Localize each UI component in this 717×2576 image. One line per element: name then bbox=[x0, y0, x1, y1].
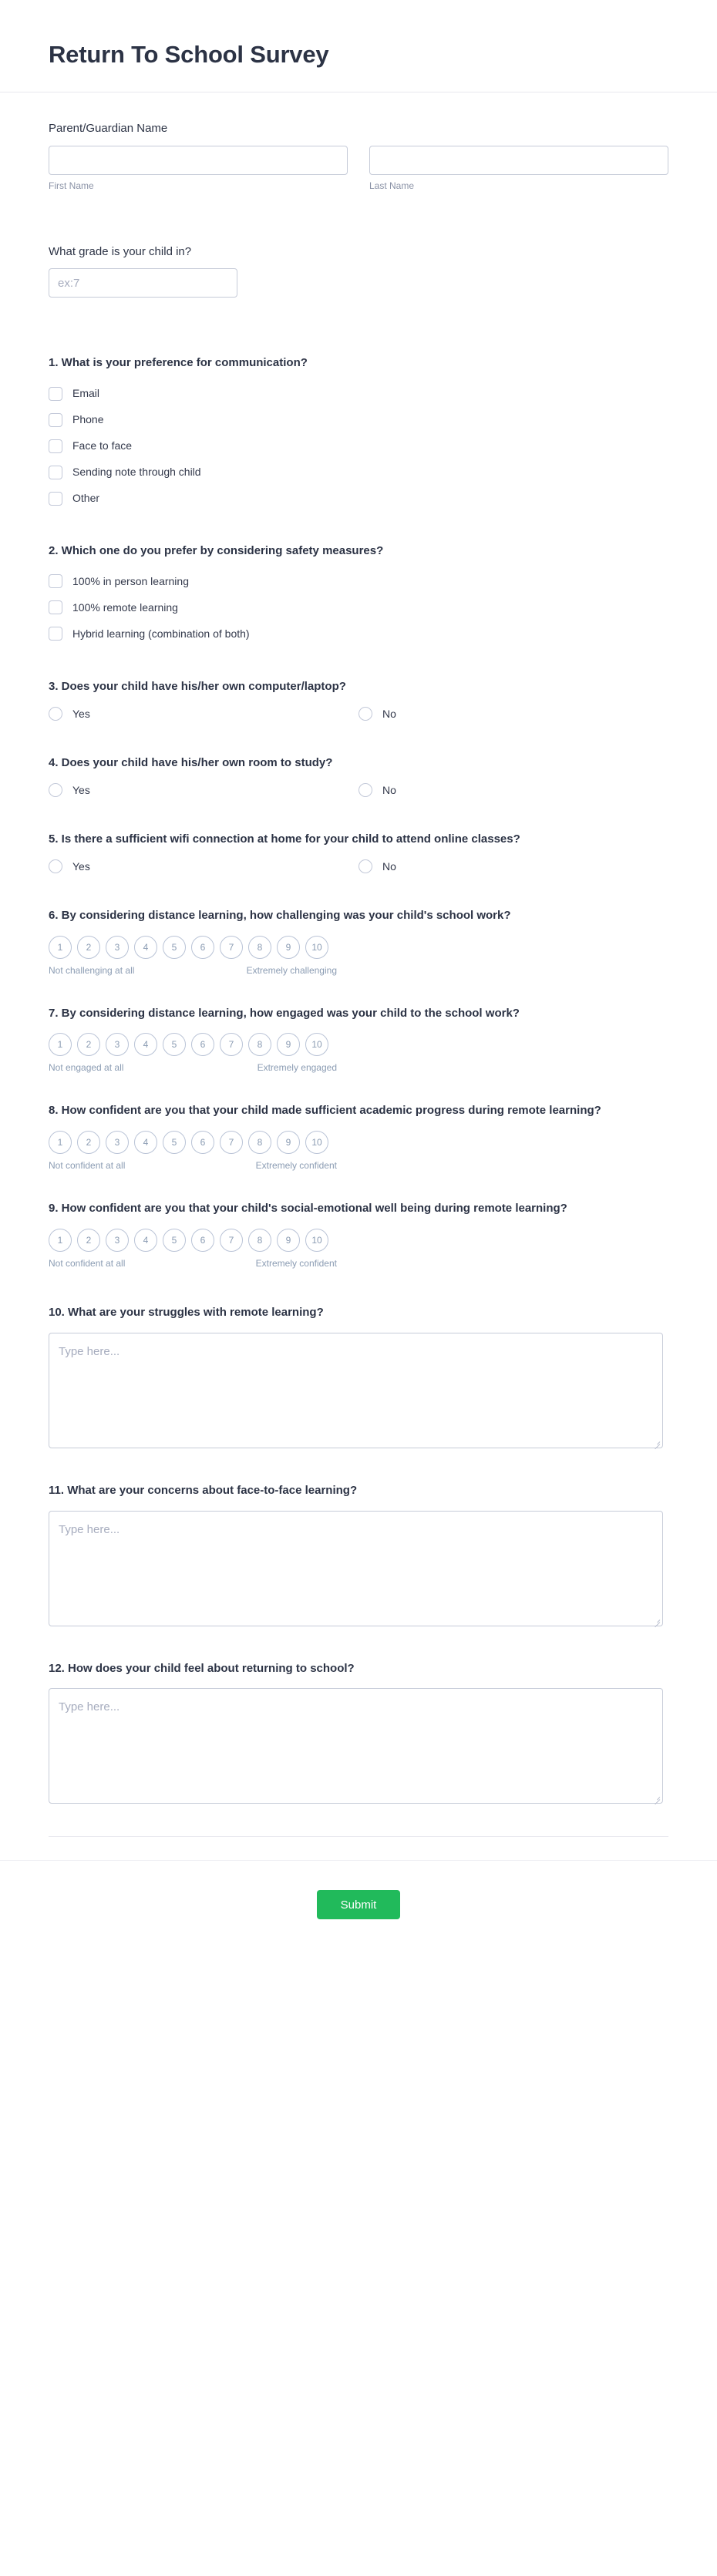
option-label: Yes bbox=[72, 859, 90, 873]
form-header bbox=[0, 0, 717, 92]
option-label: Yes bbox=[72, 783, 90, 796]
page-title: Return To School Survey bbox=[49, 41, 329, 68]
scale-row bbox=[49, 1033, 668, 1056]
scale-high-label: Extremely engaged bbox=[257, 1062, 337, 1074]
scale-option-7[interactable]: 7 bbox=[220, 1229, 243, 1252]
question-10-textarea[interactable] bbox=[49, 1333, 663, 1448]
option-label: Yes bbox=[72, 707, 90, 720]
last-name-column bbox=[369, 146, 668, 193]
scale-option-3[interactable]: 3 bbox=[106, 1229, 129, 1252]
radio-option-no[interactable] bbox=[358, 783, 668, 797]
radio-icon[interactable] bbox=[49, 707, 62, 721]
question-11-title: 11. What are your concerns about face-to-face learning? bbox=[49, 1483, 358, 1497]
checkbox-option[interactable] bbox=[49, 597, 668, 618]
scale-option-8[interactable]: 8 bbox=[248, 1033, 271, 1056]
question-11 bbox=[49, 1482, 668, 1626]
question-8 bbox=[49, 1102, 668, 1172]
question-9-title: 9. How confident are you that your child's social-emotional well being during remote learning? bbox=[49, 1202, 567, 1216]
option-label: Email bbox=[72, 387, 100, 400]
question-10-textarea-wrapper bbox=[49, 1333, 663, 1448]
scale-low-label: Not challenging at all bbox=[49, 964, 135, 976]
checkbox-option[interactable] bbox=[49, 624, 668, 644]
spacer bbox=[49, 797, 668, 831]
option-label: No bbox=[382, 707, 396, 720]
grade-field bbox=[49, 244, 668, 298]
checkbox-icon[interactable] bbox=[49, 439, 62, 453]
last-name-sublabel: Last Name bbox=[369, 180, 415, 191]
spacer bbox=[49, 509, 668, 543]
scale-option-9[interactable]: 9 bbox=[277, 1229, 300, 1252]
scale-high-label: Extremely confident bbox=[255, 1160, 337, 1172]
option-label: Other bbox=[72, 492, 100, 505]
question-5 bbox=[49, 831, 668, 873]
scale-option-3[interactable]: 3 bbox=[106, 936, 129, 959]
scale-option-10[interactable]: 10 bbox=[305, 1131, 328, 1154]
question-5-title: 5. Is there a sufficient wifi connection at home for your child to attend online classes? bbox=[49, 832, 520, 846]
checkbox-icon[interactable] bbox=[49, 492, 62, 506]
last-name-input[interactable] bbox=[369, 146, 668, 175]
spacer bbox=[49, 1448, 668, 1482]
checkbox-icon[interactable] bbox=[49, 413, 62, 427]
scale-low-label: Not engaged at all bbox=[49, 1062, 124, 1074]
radio-icon[interactable] bbox=[49, 859, 62, 873]
scale-option-2[interactable]: 2 bbox=[77, 1033, 100, 1056]
option-label: No bbox=[382, 783, 396, 796]
checkbox-option[interactable] bbox=[49, 409, 668, 430]
question-3 bbox=[49, 678, 668, 721]
question-3-options bbox=[49, 707, 668, 721]
scale-row bbox=[49, 936, 668, 959]
scale-high-label: Extremely challenging bbox=[246, 964, 337, 976]
question-9-scale bbox=[49, 1229, 668, 1270]
scale-option-6[interactable]: 6 bbox=[191, 936, 214, 959]
scale-option-8[interactable]: 8 bbox=[248, 936, 271, 959]
option-label: Face to face bbox=[72, 439, 133, 452]
checkbox-option[interactable] bbox=[49, 488, 668, 509]
scale-option-6[interactable]: 6 bbox=[191, 1033, 214, 1056]
scale-option-2[interactable]: 2 bbox=[77, 936, 100, 959]
question-2-title: 2. Which one do you prefer by considering safety measures? bbox=[49, 544, 384, 558]
question-2 bbox=[49, 543, 668, 644]
parent-guardian-name-label: Parent/Guardian Name bbox=[49, 122, 168, 136]
first-name-sublabel: First Name bbox=[49, 180, 94, 191]
name-row bbox=[49, 146, 668, 193]
spacer bbox=[49, 873, 668, 907]
question-12-textarea[interactable] bbox=[49, 1688, 663, 1804]
checkbox-icon[interactable] bbox=[49, 600, 62, 614]
scale-row bbox=[49, 1229, 668, 1252]
scale-option-6[interactable]: 6 bbox=[191, 1229, 214, 1252]
grade-input[interactable] bbox=[49, 268, 237, 298]
scale-high-label: Extremely confident bbox=[255, 1258, 337, 1270]
scale-option-2[interactable]: 2 bbox=[77, 1131, 100, 1154]
question-1-options bbox=[49, 383, 668, 509]
radio-icon[interactable] bbox=[358, 783, 372, 797]
checkbox-icon[interactable] bbox=[49, 466, 62, 479]
checkbox-option[interactable] bbox=[49, 435, 668, 456]
question-12-textarea-wrapper bbox=[49, 1688, 663, 1804]
checkbox-option[interactable] bbox=[49, 462, 668, 483]
question-10 bbox=[49, 1304, 668, 1448]
question-10-title: 10. What are your struggles with remote learning? bbox=[49, 1306, 324, 1320]
question-7 bbox=[49, 1005, 668, 1075]
option-label: Phone bbox=[72, 413, 104, 426]
question-4 bbox=[49, 755, 668, 797]
form-footer bbox=[0, 1860, 717, 1950]
scale-option-1[interactable]: 1 bbox=[49, 1131, 72, 1154]
question-9 bbox=[49, 1200, 668, 1270]
submit-button[interactable]: Submit bbox=[317, 1890, 400, 1919]
spacer bbox=[49, 977, 668, 1005]
scale-option-4[interactable]: 4 bbox=[134, 1131, 157, 1154]
scale-low-label: Not confident at all bbox=[49, 1258, 126, 1270]
spacer bbox=[49, 1626, 668, 1660]
spacer bbox=[49, 1074, 668, 1102]
question-8-title: 8. How confident are you that your child made sufficient academic progress during remote learning? bbox=[49, 1104, 601, 1118]
scale-option-1[interactable]: 1 bbox=[49, 1229, 72, 1252]
radio-option-yes[interactable] bbox=[49, 707, 358, 721]
question-12-title: 12. How does your child feel about returning to school? bbox=[49, 1661, 355, 1675]
scale-option-9[interactable]: 9 bbox=[277, 1033, 300, 1056]
spacer bbox=[49, 1172, 668, 1200]
spacer bbox=[49, 721, 668, 755]
question-8-scale bbox=[49, 1131, 668, 1172]
scale-endpoint-labels bbox=[49, 1159, 337, 1172]
question-1 bbox=[49, 355, 668, 509]
radio-option-no[interactable] bbox=[358, 707, 668, 721]
scale-option-7[interactable]: 7 bbox=[220, 936, 243, 959]
question-7-scale bbox=[49, 1033, 668, 1074]
question-6-scale bbox=[49, 936, 668, 977]
question-3-title: 3. Does your child have his/her own computer/laptop? bbox=[49, 679, 346, 693]
radio-icon[interactable] bbox=[49, 783, 62, 797]
scale-option-8[interactable]: 8 bbox=[248, 1131, 271, 1154]
scale-option-3[interactable]: 3 bbox=[106, 1033, 129, 1056]
scale-option-4[interactable]: 4 bbox=[134, 1229, 157, 1252]
scale-endpoint-labels bbox=[49, 963, 337, 977]
scale-option-5[interactable]: 5 bbox=[163, 1229, 186, 1252]
scale-option-9[interactable]: 9 bbox=[277, 936, 300, 959]
first-name-column bbox=[49, 146, 348, 193]
grade-label: What grade is your child in? bbox=[49, 244, 192, 258]
question-5-options bbox=[49, 859, 668, 873]
question-6-title: 6. By considering distance learning, how challenging was your child's school work? bbox=[49, 908, 511, 922]
scale-option-5[interactable]: 5 bbox=[163, 1131, 186, 1154]
scale-option-1[interactable]: 1 bbox=[49, 936, 72, 959]
question-4-title: 4. Does your child have his/her own room to study? bbox=[49, 755, 333, 769]
scale-option-8[interactable]: 8 bbox=[248, 1229, 271, 1252]
checkbox-icon[interactable] bbox=[49, 574, 62, 588]
scale-row bbox=[49, 1131, 668, 1154]
scale-option-7[interactable]: 7 bbox=[220, 1131, 243, 1154]
scale-option-10[interactable]: 10 bbox=[305, 1229, 328, 1252]
scale-option-4[interactable]: 4 bbox=[134, 936, 157, 959]
question-11-textarea-wrapper bbox=[49, 1511, 663, 1626]
question-6 bbox=[49, 907, 668, 977]
spacer bbox=[49, 1270, 668, 1304]
question-11-textarea[interactable] bbox=[49, 1511, 663, 1626]
scale-option-7[interactable]: 7 bbox=[220, 1033, 243, 1056]
scale-option-10[interactable]: 10 bbox=[305, 936, 328, 959]
spacer bbox=[49, 644, 668, 678]
option-label: Hybrid learning (combination of both) bbox=[72, 627, 250, 641]
scale-endpoint-labels bbox=[49, 1061, 337, 1074]
scale-option-5[interactable]: 5 bbox=[163, 1033, 186, 1056]
question-4-options bbox=[49, 783, 668, 797]
form-body bbox=[0, 92, 717, 1837]
radio-icon[interactable] bbox=[358, 707, 372, 721]
first-name-input[interactable] bbox=[49, 146, 348, 175]
scale-low-label: Not confident at all bbox=[49, 1160, 126, 1172]
question-1-title: 1. What is your preference for communication? bbox=[49, 356, 308, 370]
question-7-title: 7. By considering distance learning, how engaged was your child to the school work? bbox=[49, 1006, 520, 1020]
scale-option-2[interactable]: 2 bbox=[77, 1229, 100, 1252]
radio-option-yes[interactable] bbox=[49, 859, 358, 873]
radio-option-yes[interactable] bbox=[49, 783, 358, 797]
scale-option-6[interactable]: 6 bbox=[191, 1131, 214, 1154]
question-12 bbox=[49, 1660, 668, 1804]
option-label: Sending note through child bbox=[72, 466, 201, 479]
question-2-options bbox=[49, 571, 668, 644]
footer-divider bbox=[49, 1836, 668, 1837]
scale-option-1[interactable]: 1 bbox=[49, 1033, 72, 1056]
checkbox-option[interactable] bbox=[49, 383, 668, 404]
scale-option-5[interactable]: 5 bbox=[163, 936, 186, 959]
parent-guardian-name-field bbox=[49, 120, 668, 192]
spacer bbox=[49, 216, 668, 244]
scale-option-10[interactable]: 10 bbox=[305, 1033, 328, 1056]
scale-option-9[interactable]: 9 bbox=[277, 1131, 300, 1154]
option-label: No bbox=[382, 859, 396, 873]
scale-endpoint-labels bbox=[49, 1256, 337, 1270]
checkbox-icon[interactable] bbox=[49, 627, 62, 641]
option-label: 100% remote learning bbox=[72, 601, 178, 614]
spacer bbox=[49, 321, 668, 355]
checkbox-icon[interactable] bbox=[49, 387, 62, 401]
checkbox-option[interactable] bbox=[49, 571, 668, 592]
option-label: 100% in person learning bbox=[72, 575, 189, 588]
scale-option-3[interactable]: 3 bbox=[106, 1131, 129, 1154]
scale-option-4[interactable]: 4 bbox=[134, 1033, 157, 1056]
radio-option-no[interactable] bbox=[358, 859, 668, 873]
radio-icon[interactable] bbox=[358, 859, 372, 873]
